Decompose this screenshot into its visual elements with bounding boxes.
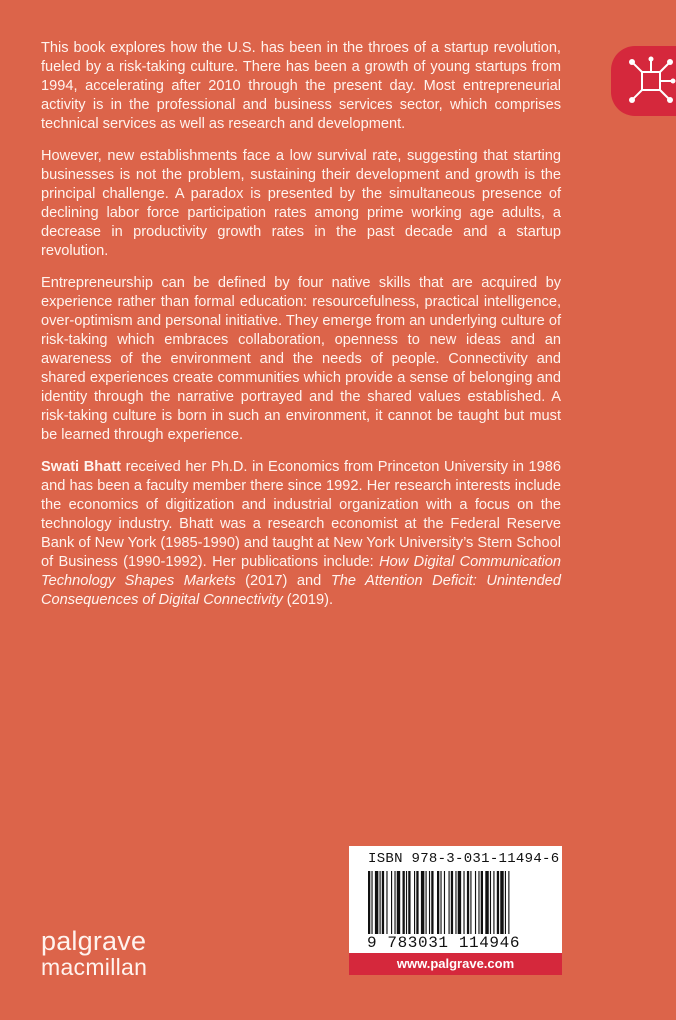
barcode-bar xyxy=(467,871,469,939)
barcode-bar xyxy=(463,871,464,939)
publication-title-2: The Attention Deficit: Unintended Consequences of Digital Connectivity xyxy=(41,573,561,608)
bio-text-1: received her Ph.D. in Economics from Princeton University in 1986 and has been a faculty member there since 1992. Her research interests include the economics of digitization and industrial organization with a focus on the technology industry. Bhatt was a research economist at the Federal Reserve Bank of New York (1985-1990) and taught at New York University’s Stern School of Business (1990-1992). Her publications include: xyxy=(41,459,561,570)
author-name: Swati Bhatt xyxy=(41,459,121,475)
barcode-bar xyxy=(368,871,370,939)
barcode-bar xyxy=(449,871,450,939)
barcode-bar xyxy=(403,871,405,939)
logo-palgrave: palgrave xyxy=(41,926,147,956)
barcode-bar xyxy=(437,871,439,939)
network-node-icon xyxy=(625,55,676,107)
barcode-bar xyxy=(458,871,461,939)
barcode-bar xyxy=(406,871,407,939)
barcode-bar xyxy=(493,871,494,939)
bio-text-3: (2019). xyxy=(282,592,334,608)
barcode-bar xyxy=(431,871,433,939)
publisher-badge xyxy=(611,46,676,116)
paragraph-entrepreneurship: Entrepreneurship can be defined by four native skills that are acquired by experience rather than formal education: resourcefulness, practical intelligence, over-optimism and personal initiative. They emerge from an underlying culture of risk-taking which embraces collaboration, openness to new ideas and an awareness of the environment and the needs of people. Connectivity and shared experiences create communities which provide a sense of belonging and identity through the narrative portrayed and the shared values established. A risk-taking culture is born in such an environment, it cannot be taught but must be learned through experience. xyxy=(41,275,561,443)
barcode-bar xyxy=(451,871,453,939)
barcode-bar xyxy=(394,871,395,939)
barcode-bar xyxy=(478,871,479,939)
barcode-bar xyxy=(386,871,387,939)
barcode-bar xyxy=(397,871,400,939)
logo-macmillan: macmillan xyxy=(41,954,148,980)
barcode-bar xyxy=(371,871,372,939)
barcode-bar xyxy=(455,871,456,939)
barcode-bar xyxy=(375,871,378,939)
barcode-bar xyxy=(508,871,509,939)
bio-text-2: (2017) and xyxy=(235,573,331,589)
barcode-bar xyxy=(416,871,418,939)
barcode-bar xyxy=(380,871,381,939)
barcode-graphic xyxy=(368,871,544,939)
publisher-logo xyxy=(41,928,147,979)
barcode-bar xyxy=(481,871,483,939)
barcode-bar xyxy=(444,871,445,939)
barcode-bar xyxy=(408,871,410,939)
barcode-bar xyxy=(421,871,424,939)
publisher-url: www.palgrave.com xyxy=(349,953,562,975)
barcode-bar xyxy=(440,871,441,939)
barcode-bar xyxy=(426,871,427,939)
isbn-barcode-panel xyxy=(349,846,562,975)
author-bio xyxy=(41,458,561,610)
barcode-bar xyxy=(470,871,471,939)
barcode-bar xyxy=(391,871,392,939)
paragraph-summary: This book explores how the U.S. has been in the throes of a startup revolution, fueled by a risk-taking culture. There has been a growth of young startups from 1994, accelerating after 2010 through the present day. Most entrepreneurial activity is in the professional and business services sector, which comprises technical services as well as research and development. xyxy=(41,40,561,132)
back-cover-text xyxy=(41,39,561,623)
barcode-bar xyxy=(414,871,415,939)
barcode-bar xyxy=(382,871,384,939)
barcode-bar xyxy=(490,871,491,939)
barcode-bar xyxy=(429,871,430,939)
barcode-bar xyxy=(475,871,476,939)
paragraph-challenge: However, new establishments face a low survival rate, suggesting that starting businesses is not the problem, sustaining their development and growth is the principal challenge. A paradox is presented by the simultaneous presence of declining labor force participation rates among prime working age adults, a decrease in productivity growth rates in the past decade and a startup revolution. xyxy=(41,148,561,259)
barcode-bar xyxy=(497,871,499,939)
barcode-digits: 9 783031 114946 xyxy=(367,934,521,952)
barcode-bar xyxy=(505,871,506,939)
barcode-bar xyxy=(485,871,488,939)
isbn-label: ISBN 978-3-031-11494-6 xyxy=(368,851,560,867)
publication-title-1: How Digital Communication Technology Shapes Markets xyxy=(41,554,561,589)
barcode-bar xyxy=(500,871,503,939)
